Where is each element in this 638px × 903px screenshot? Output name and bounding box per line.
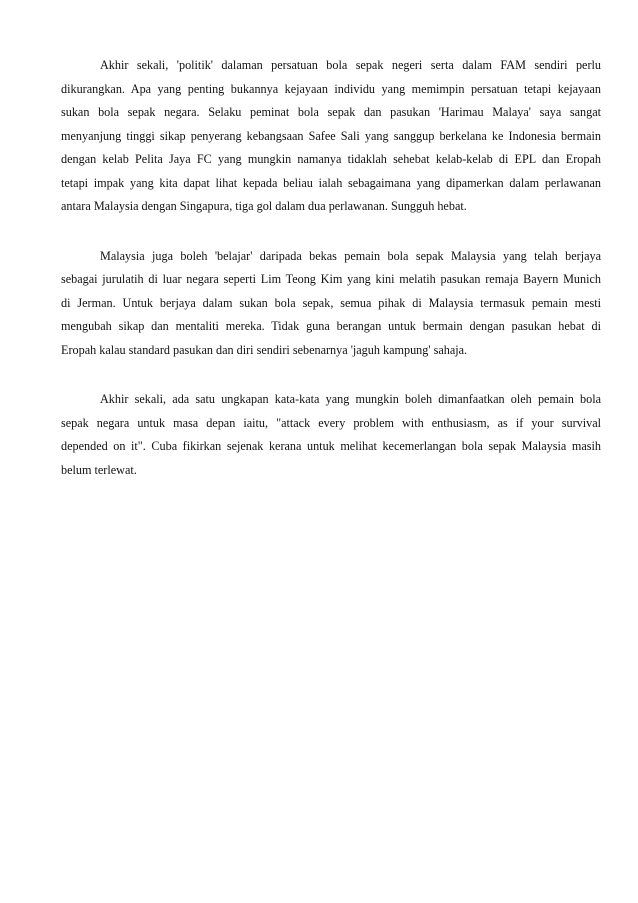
paragraph-spacer — [61, 219, 601, 245]
paragraph-line: sepak negara untuk masa depan iaitu, "attack every problem with enthusiasm, as if your survival — [61, 415, 601, 430]
paragraph-line: sukan bola sepak negara. Selaku peminat bola sepak dan pasukan 'Harimau Malaya' saya sangat — [61, 105, 601, 119]
paragraph-2 — [61, 245, 601, 363]
paragraph-line: Malaysia juga boleh 'belajar' daripada bekas pemain bola sepak Malaysia yang telah berjaya — [100, 248, 601, 263]
document-body — [61, 54, 601, 482]
paragraph-spacer — [61, 362, 601, 388]
paragraph-line: Akhir sekali, ada satu ungkapan kata-kata yang mungkin boleh dimanfaatkan oleh pemain bola — [100, 392, 601, 406]
paragraph-line: tetapi impak yang kita dapat lihat kepada beliau ialah sebagaimana yang dipamerkan dalam perlawanan — [61, 175, 601, 190]
paragraph-line: mengubah sikap dan mentaliti mereka. Tidak guna berangan untuk bermain dengan pasukan hebat di — [61, 319, 601, 333]
paragraph-line: dikurangkan. Apa yang penting bukannya kejayaan individu yang memimpin persatuan tetapi kejayaan — [61, 81, 601, 96]
paragraph-line: Eropah kalau standard pasukan dan diri sendiri sebenarnya 'jaguh kampung' sahaja. — [61, 342, 468, 357]
paragraph-line: dengan kelab Pelita Jaya FC yang mungkin namanya tidaklah sehebat kelab-kelab di EPL dan Eropah — [61, 152, 601, 166]
paragraph-line: di Jerman. Untuk berjaya dalam sukan bola sepak, semua pihak di Malaysia termasuk pemain mesti — [61, 295, 601, 310]
paragraph-line: antara Malaysia dengan Singapura, tiga gol dalam dua perlawanan. Sungguh hebat. — [61, 199, 467, 213]
paragraph-line: depended on it". Cuba fikirkan sejenak kerana untuk melihat kecemerlangan bola sepak Malaysia masih — [61, 439, 601, 453]
paragraph-3 — [61, 388, 601, 482]
paragraph-1 — [61, 54, 601, 219]
paragraph-line: menyanjung tinggi sikap penyerang kebangsaan Safee Sali yang sanggup berkelana ke Indonesia bermain — [61, 128, 601, 143]
paragraph-line: Akhir sekali, 'politik' dalaman persatuan bola sepak negeri serta dalam FAM sendiri perlu — [100, 58, 601, 72]
paragraph-line: belum terlewat. — [61, 462, 137, 477]
paragraph-line: sebagai jurulatih di luar negara seperti Lim Teong Kim yang kini melatih pasukan remaja Bayern Munich — [61, 272, 601, 286]
